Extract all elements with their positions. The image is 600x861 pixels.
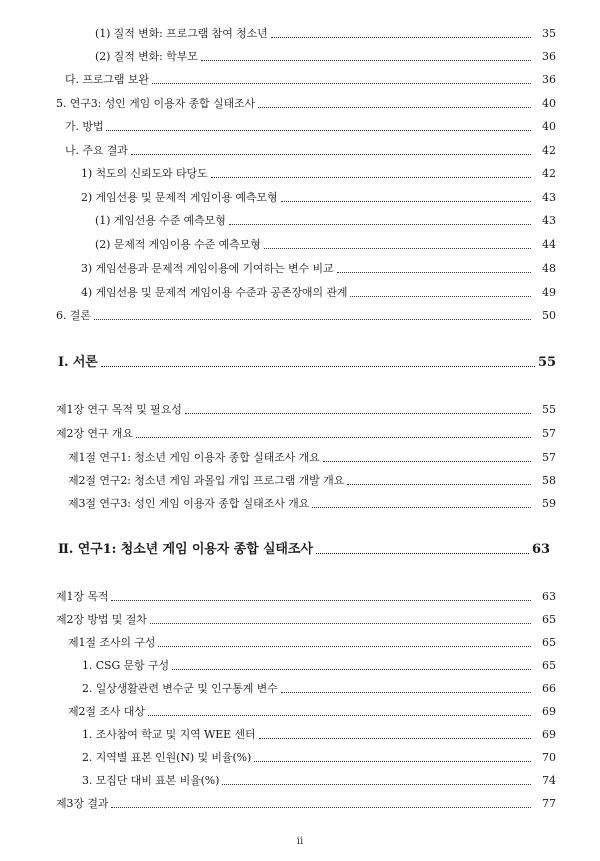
toc-entry-page: 66 — [542, 682, 556, 695]
toc-entry-title: 다. 프로그램 보완 — [65, 73, 149, 86]
toc-leader-dots — [158, 646, 531, 647]
toc-entry-page: 65 — [542, 636, 556, 649]
toc-entry-title: 제1장 목적 — [56, 590, 109, 603]
toc-entry-page: 48 — [542, 262, 556, 275]
toc-entry-title: 1. CSG 문항 구성 — [82, 659, 170, 672]
toc-leader-dots — [281, 692, 531, 693]
toc-entry[interactable] — [0, 699, 600, 719]
toc-leader-dots — [347, 484, 531, 485]
toc-entry-title: 2. 지역별 표본 인원(N) 및 비율(%) — [82, 751, 252, 764]
toc-entry-page: 74 — [542, 774, 556, 787]
toc-entry[interactable] — [0, 745, 600, 765]
toc-leader-dots — [111, 807, 531, 808]
toc-entry-page: 65 — [542, 659, 556, 672]
toc-leader-dots — [94, 319, 531, 320]
toc-entry-page: 36 — [542, 50, 556, 63]
toc-entry[interactable] — [0, 185, 600, 205]
toc-entry-page: 57 — [542, 427, 556, 440]
toc-entry-title: 제1절 조사의 구성 — [68, 636, 156, 649]
toc-entry-page: 42 — [542, 167, 556, 180]
toc-entry[interactable] — [0, 445, 600, 465]
toc-entry-title: 1. 조사참여 학교 및 지역 WEE 센터 — [82, 728, 256, 741]
toc-entry-page: 59 — [542, 497, 556, 510]
toc-entry[interactable] — [0, 44, 600, 64]
toc-entry-title: 제2장 연구 개요 — [56, 427, 133, 440]
toc-leader-dots — [271, 37, 531, 38]
toc-entry-page: 69 — [542, 705, 556, 718]
toc-entry-title: 제2절 조사 대상 — [68, 705, 145, 718]
toc-entry[interactable] — [0, 630, 600, 650]
toc-entry[interactable] — [0, 91, 600, 111]
toc-entry-title: (2) 문제적 게임이용 수준 예측모형 — [95, 238, 261, 251]
toc-entry-title: 2) 게임선용 및 문제적 게임이용 예측모형 — [81, 191, 278, 204]
toc-entry[interactable] — [0, 114, 600, 134]
toc-entry[interactable] — [0, 21, 600, 41]
toc-entry-title: 3. 모집단 대비 표본 비율(%) — [82, 774, 220, 787]
toc-leader-dots — [111, 600, 531, 601]
toc-entry-title: 4) 게임선용 및 문제적 게임이용 수준과 공존장애의 관계 — [81, 286, 348, 299]
toc-leader-dots — [259, 738, 531, 739]
toc-entry-page: 70 — [542, 751, 556, 764]
toc-entry-page: 40 — [542, 120, 556, 133]
toc-entry-title: 제2장 방법 및 절차 — [56, 613, 147, 626]
toc-entry-title: 1) 척도의 신뢰도와 타당도 — [81, 167, 208, 180]
toc-entry-title: 제3장 결과 — [56, 797, 109, 810]
toc-leader-dots — [281, 201, 532, 202]
toc-entry[interactable] — [0, 280, 600, 300]
toc-entry-title: (1) 질적 변화: 프로그램 참여 청소년 — [95, 27, 268, 40]
toc-entry-page: 69 — [542, 728, 556, 741]
toc-leader-dots — [211, 177, 531, 178]
toc-entry[interactable] — [0, 791, 600, 811]
toc-entry-title: (2) 질적 변화: 학부모 — [95, 50, 198, 63]
toc-entry-page: 55 — [538, 355, 557, 370]
toc-leader-dots — [150, 623, 531, 624]
toc-entry-title: 2. 일상생활관련 변수군 및 인구통계 변수 — [82, 682, 278, 695]
toc-entry-page: 43 — [542, 214, 556, 227]
toc-entry[interactable] — [0, 161, 600, 181]
toc-entry-page: 58 — [542, 474, 556, 487]
toc-entry[interactable] — [0, 256, 600, 276]
toc-leader-dots — [264, 248, 531, 249]
toc-entry[interactable] — [0, 653, 600, 673]
toc-entry[interactable] — [0, 67, 600, 87]
toc-entry-page: 42 — [542, 144, 556, 157]
toc-entry-title: 6. 결론 — [56, 309, 91, 322]
page-number-footer: ii — [296, 836, 304, 847]
toc-entry-title: Ⅱ. 연구1: 청소년 게임 이용자 종합 실태조사 — [58, 542, 313, 557]
toc-entry[interactable] — [0, 676, 600, 696]
toc-entry[interactable] — [0, 722, 600, 742]
toc-leader-dots — [312, 507, 531, 508]
toc-leader-dots — [222, 784, 531, 785]
toc-leader-dots — [229, 224, 531, 225]
toc-entry[interactable] — [0, 303, 600, 323]
toc-entry-title: 가. 방법 — [65, 120, 104, 133]
toc-entry-page: 77 — [542, 797, 556, 810]
toc-entry[interactable] — [0, 468, 600, 488]
toc-entry[interactable] — [0, 584, 600, 604]
toc-leader-dots — [185, 413, 531, 414]
toc-leader-dots — [254, 761, 531, 762]
toc-entry[interactable] — [0, 208, 600, 228]
toc-entry[interactable] — [0, 768, 600, 788]
toc-entry-page: 65 — [542, 613, 556, 626]
toc-leader-dots — [106, 130, 531, 131]
toc-entry-page: 50 — [542, 309, 556, 322]
toc-leader-dots — [152, 83, 531, 84]
toc-entry-page: 35 — [542, 27, 556, 40]
toc-leader-dots — [101, 366, 535, 367]
toc-entry-page: 57 — [542, 451, 556, 464]
toc-entry-page: 63 — [532, 542, 551, 557]
toc-entry-title: 제2절 연구2: 청소년 게임 과몰입 개입 프로그램 개발 개요 — [68, 474, 345, 487]
toc-entry-title: Ⅰ. 서론 — [58, 355, 98, 370]
toc-entry-page: 55 — [542, 403, 556, 416]
toc-part-heading[interactable] — [0, 349, 600, 371]
toc-leader-dots — [148, 715, 531, 716]
toc-entry-title: 3) 게임선용과 문제적 게임이용에 기여하는 변수 비교 — [81, 262, 334, 275]
toc-entry[interactable] — [0, 138, 600, 158]
toc-leader-dots — [337, 272, 531, 273]
toc-leader-dots — [131, 154, 531, 155]
toc-entry[interactable] — [0, 232, 600, 252]
toc-leader-dots — [258, 107, 531, 108]
toc-part-heading[interactable] — [0, 536, 600, 558]
toc-entry-title: 나. 주요 결과 — [65, 144, 128, 157]
toc-entry-page: 40 — [542, 97, 556, 110]
toc-entry-page: 49 — [542, 286, 556, 299]
toc-entry[interactable] — [0, 397, 600, 417]
toc-leader-dots — [172, 669, 531, 670]
toc-entry-title: 5. 연구3: 성인 게임 이용자 종합 실태조사 — [56, 97, 256, 110]
toc-entry-page: 63 — [542, 590, 556, 603]
toc-leader-dots — [316, 553, 529, 554]
toc-entry-title: 제1절 연구1: 청소년 게임 이용자 종합 실태조사 개요 — [68, 451, 320, 464]
toc-entry-title: (1) 게임선용 수준 예측모형 — [95, 214, 226, 227]
toc-leader-dots — [350, 296, 531, 297]
toc-leader-dots — [136, 437, 531, 438]
toc-leader-dots — [201, 60, 531, 61]
toc-entry[interactable] — [0, 421, 600, 441]
toc-entry-page: 43 — [542, 191, 556, 204]
toc-entry-page: 36 — [542, 73, 556, 86]
toc-entry[interactable] — [0, 491, 600, 511]
toc-entry-title: 제3절 연구3: 성인 게임 이용자 종합 실태조사 개요 — [68, 497, 310, 510]
toc-entry[interactable] — [0, 607, 600, 627]
toc-leader-dots — [323, 461, 531, 462]
toc-entry-page: 44 — [542, 238, 556, 251]
toc-entry-title: 제1장 연구 목적 및 필요성 — [56, 403, 182, 416]
